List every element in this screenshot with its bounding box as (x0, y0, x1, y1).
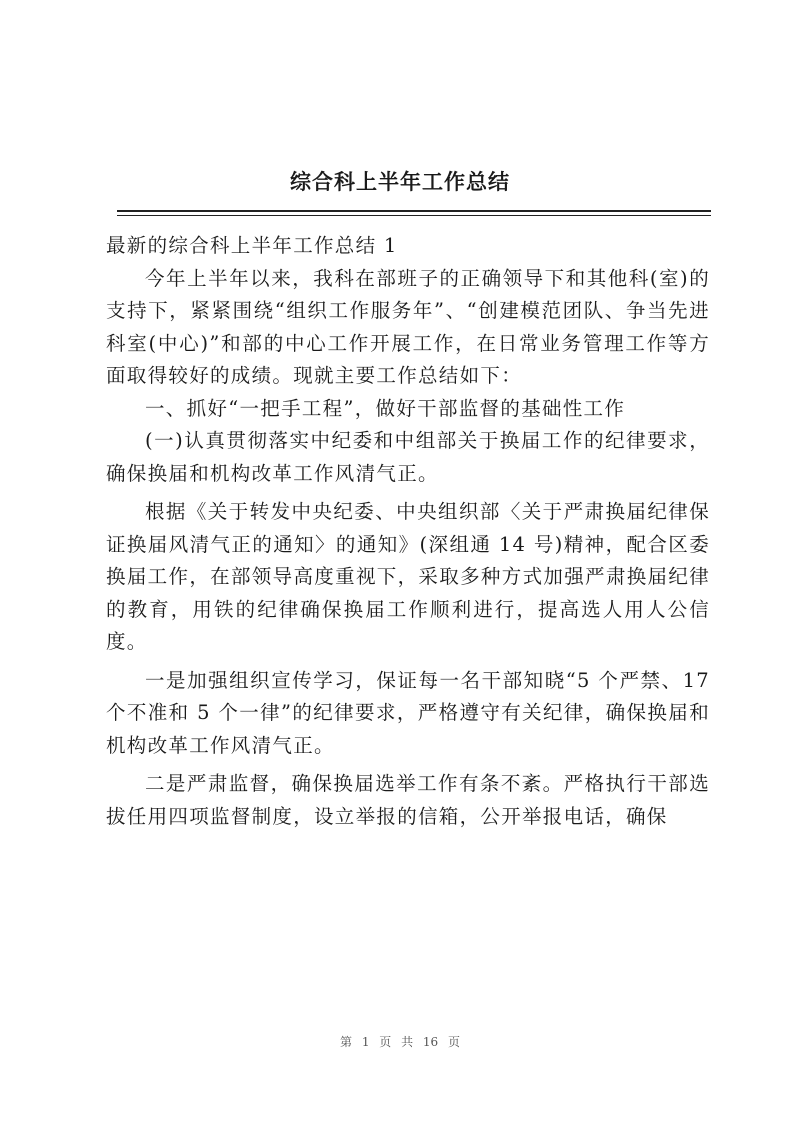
title-divider (117, 210, 711, 212)
paragraph: (一)认真贯彻落实中纪委和中组部关于换届工作的纪律要求，确保换届和机构改革工作风清气正。 (106, 429, 710, 485)
title-divider-thin (117, 215, 711, 216)
page-number-footer: 第 1 页 共 16 页 (340, 1035, 460, 1049)
document-body (106, 230, 710, 833)
paragraph: 二是严肃监督，确保换届选举工作有条不紊。严格执行干部选拔任用四项监督制度，设立举报的信箱，公开举报电话，确保 (106, 772, 710, 828)
paragraph: 一是加强组织宣传学习，保证每一名干部知晓“5 个严禁、17 个不准和 5 个一律”的纪律要求，严格遵守有关纪律，确保换届和机构改革工作风清气正。 (106, 668, 710, 757)
paragraph: 今年上半年以来，我科在部班子的正确领导下和其他科(室)的支持下，紧紧围绕“组织工作服务年”、“创建模范团队、争当先进科室(中心)”和部的中心工作开展工作，在日常业务管理工作等方面取得较好的成绩。现就主要工作总结如下： (106, 266, 710, 387)
paragraph: 根据《关于转发中央纪委、中央组织部〈关于严肃换届纪律保证换届风清气正的通知〉的通知》(深组通 14 号)精神，配合区委换届工作，在部领导高度重视下，采取多种方式加强严肃换届纪律的教育，用铁的纪律确保换届工作顺利进行，提高选人用人公信度。 (106, 500, 710, 653)
paragraph: 一、抓好“一把手工程”，做好干部监督的基础性工作 (145, 396, 626, 420)
section-subtitle: 最新的综合科上半年工作总结 1 (106, 234, 398, 257)
document-title: 综合科上半年工作总结 (290, 170, 510, 194)
